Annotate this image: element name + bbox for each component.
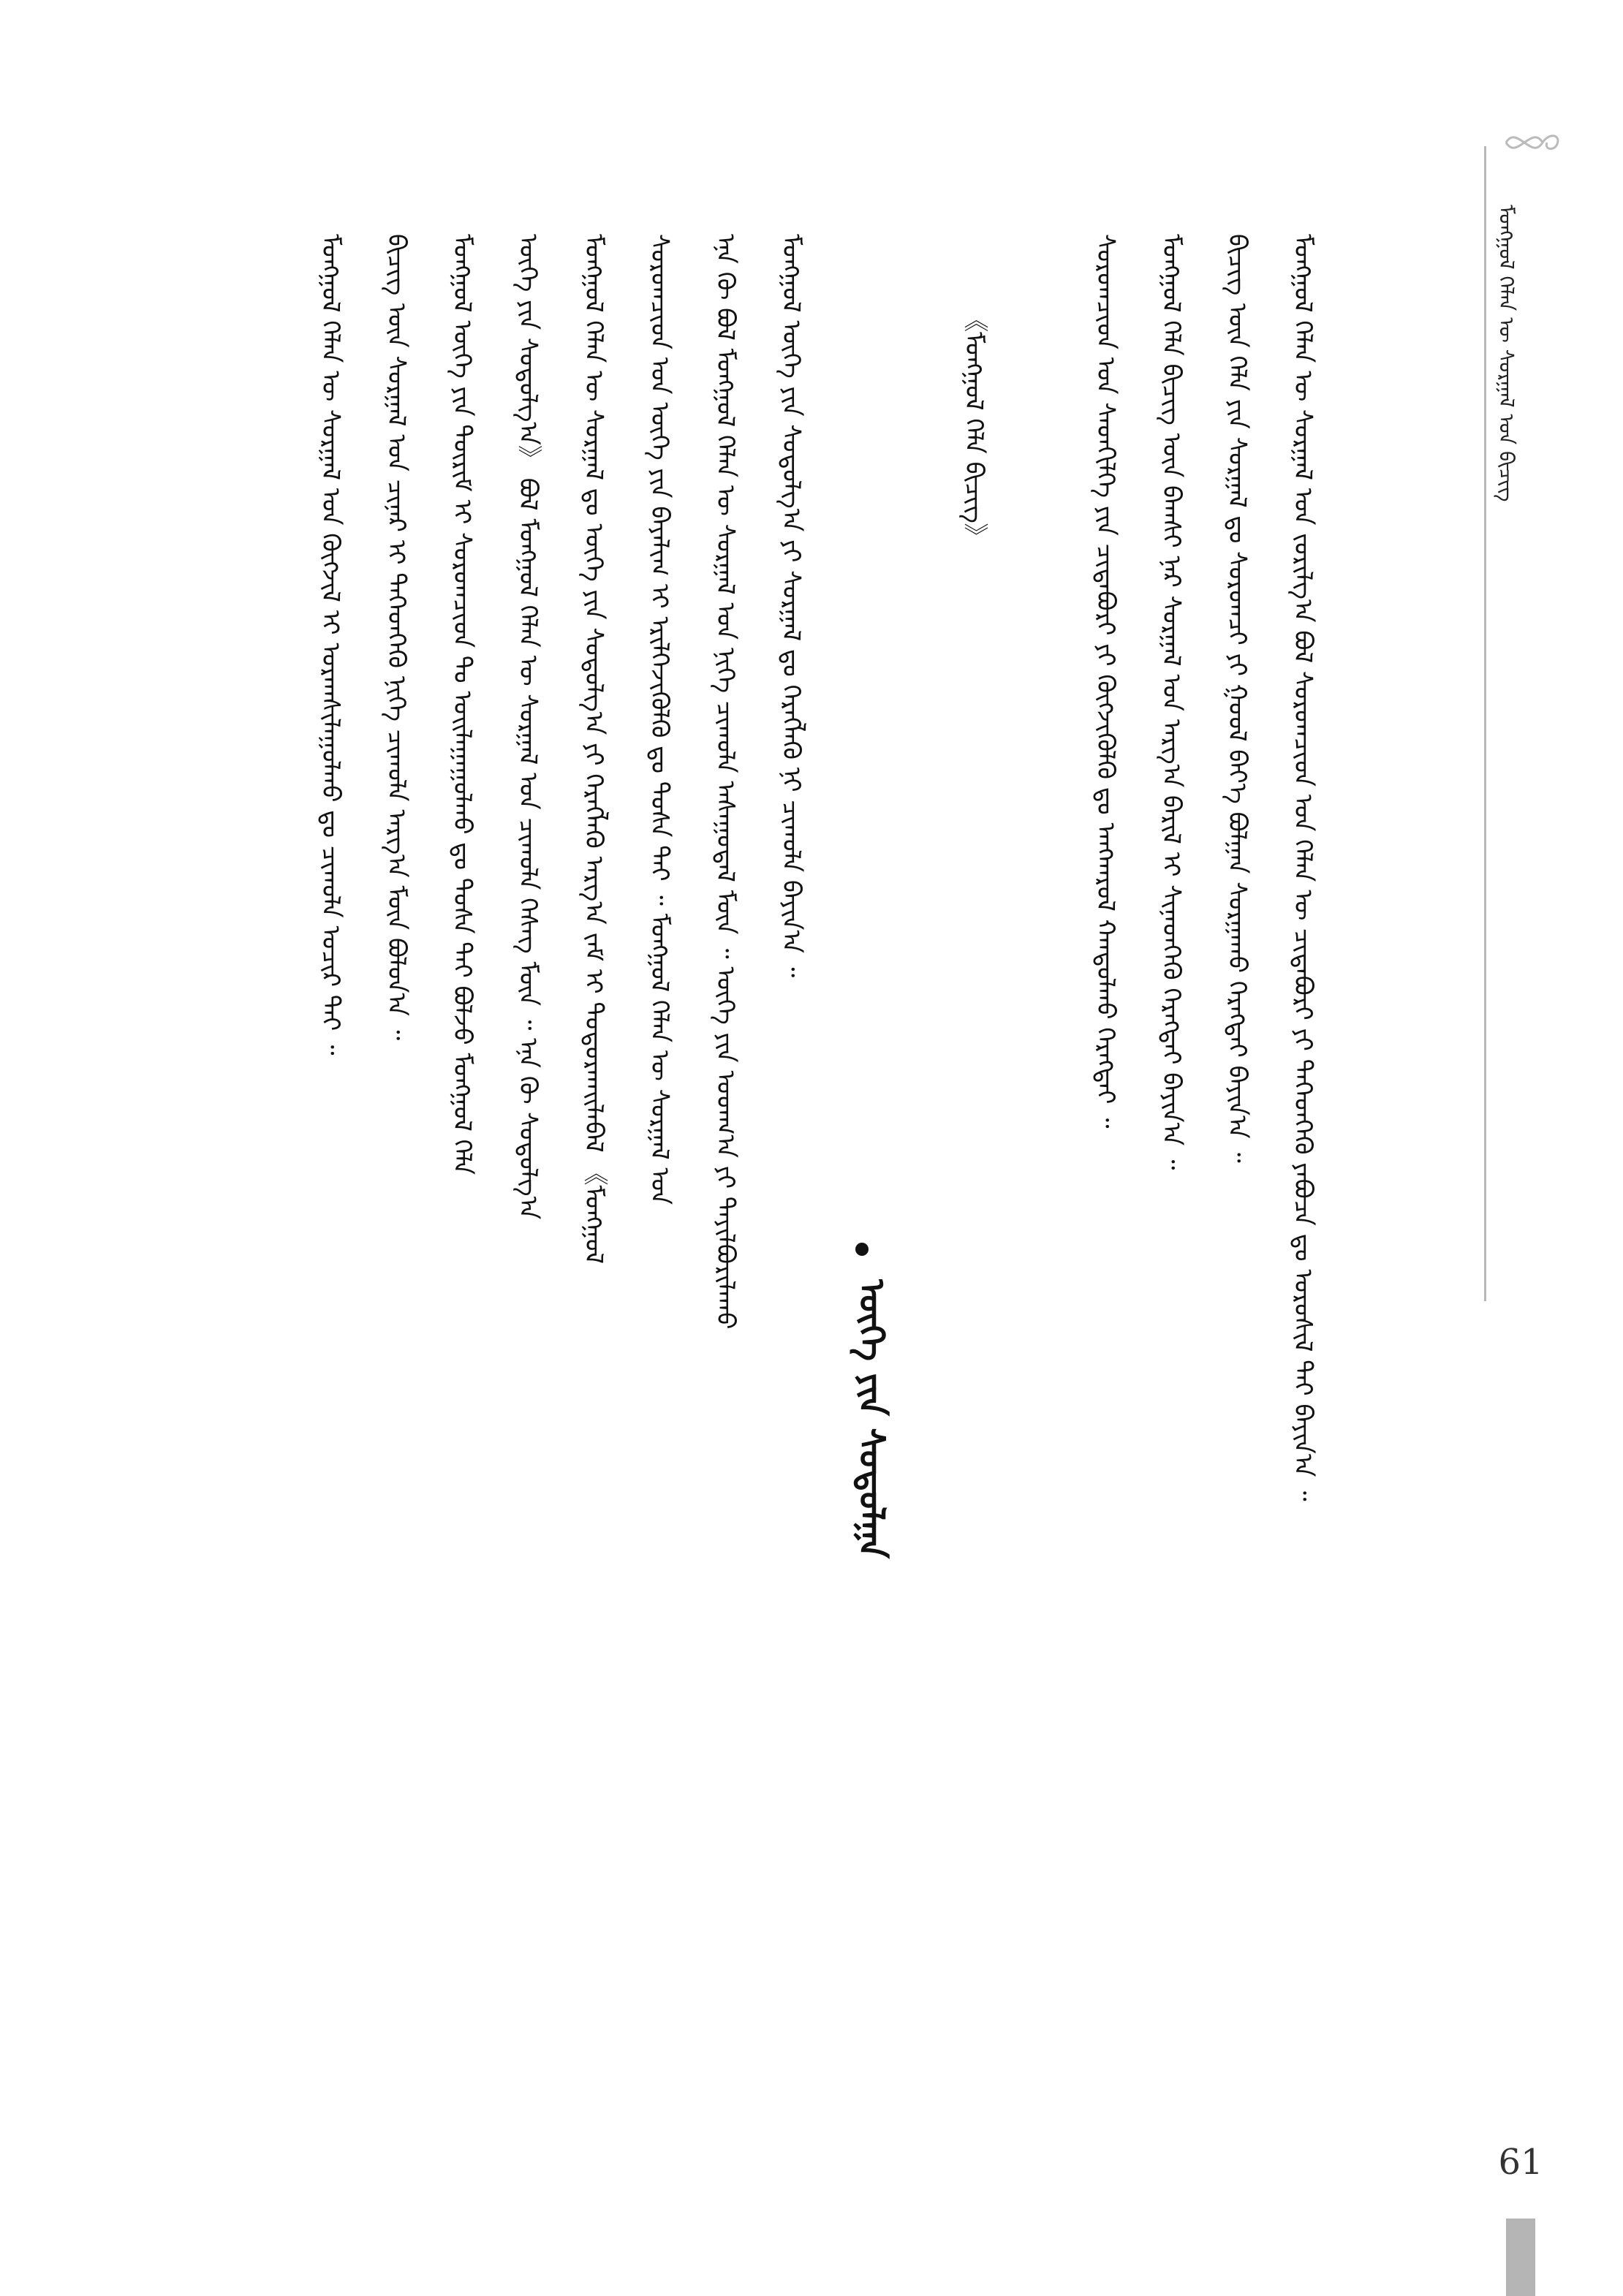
text-column: ᠰᠤᠷᠤᠭᠴᠢᠳ ᠤᠨ ᠦᠭᠡ ᠶᠢᠨ ᠪᠠᠶᠠᠯᠢᠭ ᠢ ᠡᠷᠢᠯᠬᠡᠵᠢᠭᠦᠯᠬᠦ ᠳᠤ ᠲᠤᠰᠠ ᠲᠠᠢ ᠃ ᠮᠣᠩᠭᠣᠯ ᠬᠡᠯᠡᠨ ᠦ ᠰᠤᠷᠭᠠᠯ ᠤᠨ — [645, 234, 674, 1205]
text-column: ᠮᠣᠩᠭᠣᠯ ᠦᠭᠡ ᠶᠢᠨ ᠳᠦᠷᠢᠮ ᠢ ᠰᠤᠷᠤᠭᠴᠢᠳ ᠲᠤ ᠣᠢᠯᠠᠭᠠᠭᠤᠯᠬᠤ ᠳᠤ ᠲᠤᠰᠠ ᠲᠠᠢ ᠪᠣᠯᠵᠤ ᠮᠣᠩᠭᠣᠯ ᠬᠡᠯᠡ — [447, 234, 477, 1175]
heading-bullet — [855, 1243, 869, 1256]
header-rule — [1484, 146, 1486, 1301]
text-column: ᠮᠣᠩᠭᠣᠯ ᠬᠡᠯᠡᠨ ᠦ ᠰᠤᠷᠭᠠᠯ ᠤᠨ ᠬᠥᠭᠵᠢᠯ ᠢ ᠤᠷᠠᠭᠰᠢᠯᠠᠭᠤᠯᠬᠤ ᠳᠤ ᠴᠢᠬᠤᠯᠠ ᠤᠴᠢᠷ ᠲᠠᠢ ᠃ — [316, 234, 345, 1056]
section-heading: ᠦᠭᠡ ᠶᠢᠨ ᠰᠤᠳᠤᠯᠭᠠ — [851, 1279, 892, 1558]
text-column: ᠮᠣᠩᠭᠣᠯ ᠬᠡᠯᠡ ᠪᠢᠴᠢᠭ ᠦᠨ ᠪᠠᠭᠰᠢ ᠨᠠᠷ ᠰᠤᠷᠭᠠᠯ ᠤᠨ ᠠᠷᠭ᠎ᠠ ᠪᠠᠷᠢᠯ ᠢ ᠰᠢᠨᠡᠳᠬᠡᠬᠦ ᠬᠡᠷᠡᠭᠲᠡᠢ ᠪᠠᠶᠢᠨ᠎ᠠ ᠃ — [1157, 234, 1186, 1170]
text-column: ᠰᠤᠷᠤᠭᠴᠢᠳ ᠤᠨ ᠰᠡᠳᠬᠢᠯᠬᠡ ᠶᠢᠨ ᠴᠢᠳᠠᠪᠤᠷᠢ ᠶᠢ ᠬᠥᠭᠵᠢᠭᠦᠯᠬᠦ ᠳᠤ ᠠᠨᠭᠬᠠᠷᠤᠯ ᠬᠠᠨᠳᠤᠯᠬᠤ ᠬᠡᠷᠡᠭᠲᠡᠢ ᠃ — [1091, 234, 1120, 1129]
ornament-icon — [1499, 121, 1572, 164]
text-column: ᠪᠢᠴᠢᠭ ᠦᠨ ᠰᠤᠷᠭᠠᠯ ᠤᠨ ᠴᠢᠨᠠᠷ ᠢ ᠳᠡᠭᠡᠳᠭᠡᠬᠦ ᠨᠢᠭᠡ ᠴᠢᠬᠤᠯᠠ ᠠᠷᠭ᠎ᠠ ᠮᠥᠨ ᠪᠣᠯᠤᠨ᠎ᠠ ᠃ — [382, 234, 411, 1041]
running-header: ᠮᠣᠩᠭᠣᠯ ᠬᠡᠯᠡᠨ ᠦ ᠰᠤᠷᠭᠠᠯ ᠤᠨ ᠪᠢᠴᠢᠭ — [1494, 205, 1518, 502]
text-column: ᠪᠢᠴᠢᠭ ᠦᠨ ᠬᠡᠯᠡ ᠶᠢᠨ ᠰᠤᠷᠭᠠᠯ ᠳᠤ ᠰᠤᠷᠤᠭᠴᠢ ᠶᠢ ᠭᠣᠣᠯ ᠪᠡᠶ᠎ᠡ ᠪᠣᠯᠭᠠᠨ ᠰᠤᠷᠭᠠᠬᠤ ᠬᠡᠷᠡᠭᠲᠡᠢ ᠪᠠᠶᠢᠨ᠎ᠠ ᠃ — [1222, 234, 1252, 1163]
text-column: ᠮᠣᠩᠭᠣᠯ ᠬᠡᠯᠡᠨ ᠦ ᠰᠤᠷᠭᠠᠯ ᠳᠤ ᠦᠭᠡ ᠶᠢᠨ ᠰᠤᠳᠤᠯᠭ᠎ᠠ ᠶᠢ ᠬᠡᠷᠡᠭᠯᠡᠬᠦ ᠠᠷᠭ᠎ᠠ ᠵᠠᠮ ᠢ ᠲᠣᠳᠣᠷᠬᠠᠢᠯᠠᠪᠠᠯ 《ᠮᠣᠩᠭᠣᠯ — [579, 234, 608, 1264]
text-column: ᠦᠭᠡ ᠶᠢᠨ ᠰᠤᠳᠤᠯᠭ᠎ᠠ》 ᠪᠣᠯ ᠮᠣᠩᠭᠣᠯ ᠬᠡᠯᠡᠨ ᠦ ᠰᠤᠷᠭᠠᠯ ᠤᠨ ᠴᠢᠬᠤᠯᠠ ᠬᠡᠰᠡᠭ ᠮᠥᠨ ᠃ ᠡᠨᠡ ᠬᠦ ᠰᠤᠳᠤᠯᠭ᠎ᠠ — [513, 234, 542, 1220]
page-edge-tab — [1506, 2219, 1535, 2296]
text-column: ᠮᠣᠩᠭᠣᠯ ᠬᠡᠯᠡᠨ ᠦ ᠰᠤᠷᠭᠠᠯ ᠤᠨ ᠵᠣᠷᠢᠯᠭ᠎ᠠ ᠪᠣᠯ ᠰᠤᠷᠤᠭᠴᠢᠳ ᠤᠨ ᠬᠡᠯᠡᠨ ᠦ ᠴᠢᠳᠠᠪᠤᠷᠢ ᠶᠢ ᠳᠡᠭᠡᠳᠭᠡᠬᠦ ᠶᠠᠪᠤᠴᠠ ᠳᠤ ᠤᠷᠤᠰᠢᠯ ᠲᠠᠢ ᠪᠠᠶᠢᠨ᠎ᠠ ᠃ — [1288, 234, 1317, 1501]
citation: 《ᠮᠣᠩᠭᠣᠯ ᠬᠡᠯᠡ ᠪᠢᠴᠢᠭ》 — [959, 307, 988, 548]
text-column: ᠡᠨᠡ ᠬᠦ ᠪᠣᠯ ᠮᠣᠩᠭᠣᠯ ᠬᠡᠯᠡᠨ ᠦ ᠰᠤᠷᠭᠠᠯ ᠤᠨ ᠨᠢᠭᠡ ᠴᠢᠬᠤᠯᠠ ᠠᠰᠠᠭᠤᠳᠠᠯ ᠮᠥᠨ ᠃ ᠦᠭᠡ ᠶᠢᠨ ᠤᠳᠬ᠎ᠠ ᠶᠢ ᠲᠠᠶᠢᠯᠪᠤᠷᠢᠯᠠᠬᠤ — [711, 234, 740, 1330]
page-number: 61 — [1498, 2142, 1543, 2183]
text-column: ᠮᠣᠩᠭᠣᠯ ᠦᠭᠡ ᠶᠢᠨ ᠰᠤᠳᠤᠯᠭ᠎ᠠ ᠶᠢ ᠰᠤᠷᠭᠠᠯ ᠳᠤ ᠬᠡᠷᠡᠭᠯᠡᠬᠦ ᠨᠢ ᠴᠢᠬᠤᠯᠠ ᠪᠠᠶᠢᠨ᠎ᠠ ᠃ — [776, 234, 806, 978]
